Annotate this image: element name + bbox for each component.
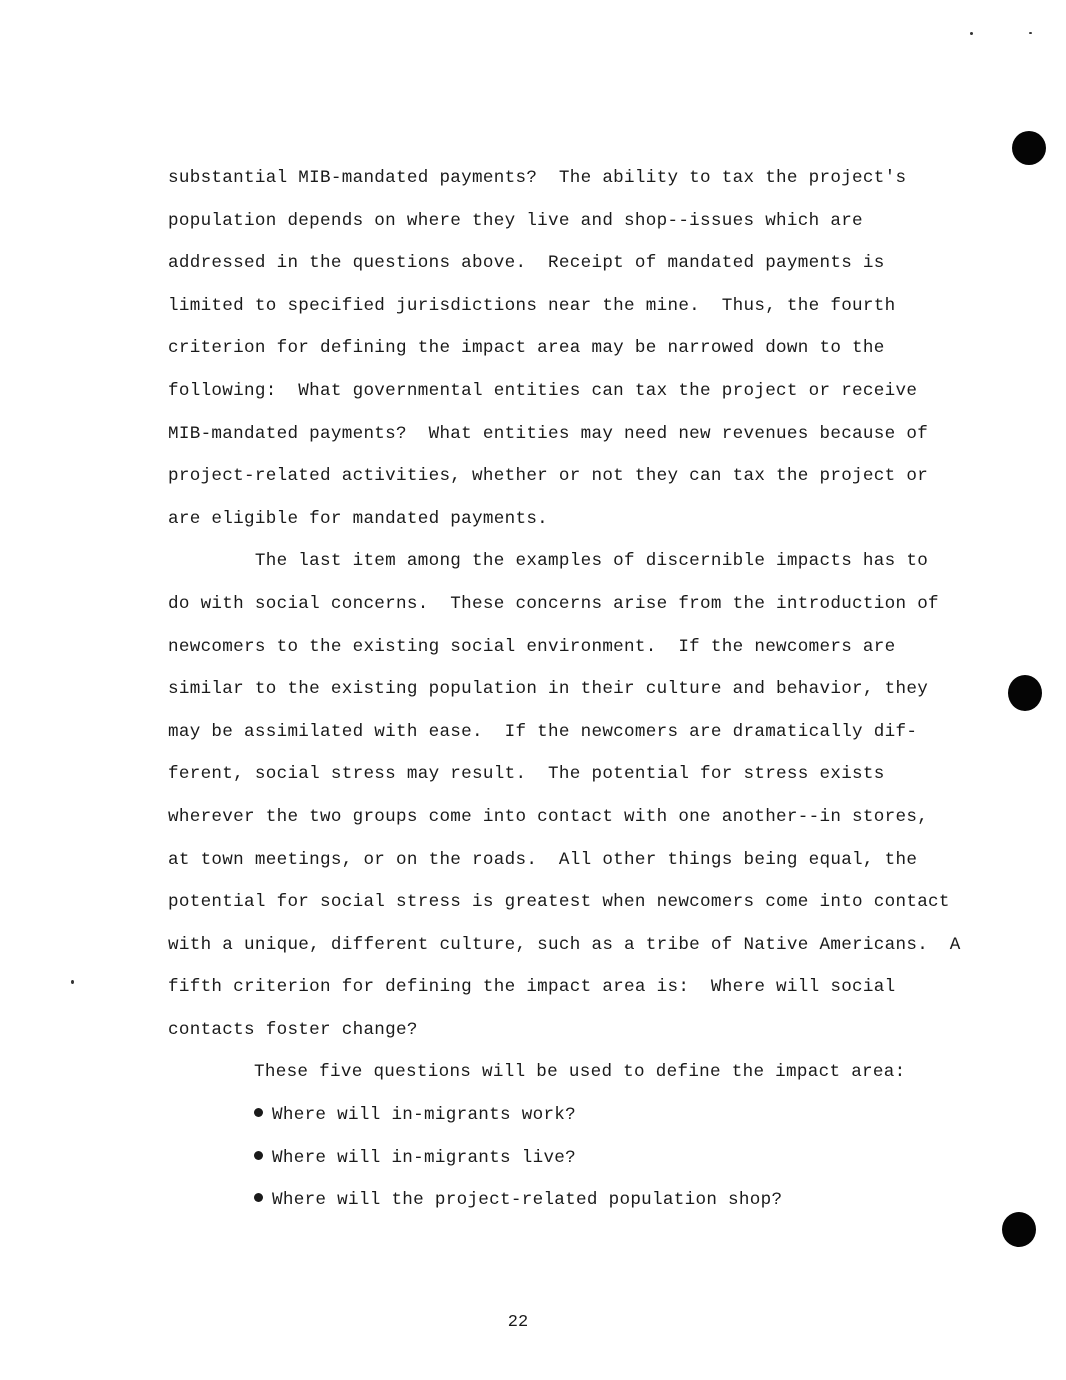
criteria-list [168, 1094, 958, 1222]
punch-hole-bottom [1002, 1212, 1036, 1247]
bullet-icon [254, 1193, 263, 1202]
scan-speck [970, 32, 973, 35]
text-line: may be assimilated with ease. If the newcomers are dramatically dif- [168, 721, 918, 742]
text-line: with a unique, different culture, such as a tribe of Native Americans. A [168, 934, 961, 955]
text-line: project-related activities, whether or not they can tax the project or [168, 466, 929, 487]
text-line: contacts foster change? [168, 1019, 418, 1040]
list-item [254, 1137, 958, 1180]
text-line: similar to the existing population in their culture and behavior, they [168, 679, 929, 700]
list-item-text: Where will the project-related population shop? [272, 1190, 783, 1211]
list-item-text: Where will in-migrants live? [272, 1147, 577, 1168]
text-line: wherever the two groups come into contact with one another--in stores, [168, 806, 929, 827]
text-line: do with social concerns. These concerns arise from the introduction of [168, 593, 939, 614]
text-line: population depends on where they live and shop--issues which are [168, 210, 863, 231]
text-line: addressed in the questions above. Receipt of mandated payments is [168, 253, 885, 274]
bullet-icon [254, 1108, 263, 1117]
scan-speck [71, 980, 74, 984]
text-line: MIB-mandated payments? What entities may need new revenues because of [168, 423, 929, 444]
page-number: 22 [507, 1313, 529, 1332]
text-line: potential for social stress is greatest when newcomers come into contact [168, 892, 950, 913]
text-line: limited to specified jurisdictions near the mine. Thus, the fourth [168, 295, 896, 316]
text-line: ferent, social stress may result. The potential for stress exists [168, 764, 885, 785]
text-line: are eligible for mandated payments. [168, 508, 549, 529]
punch-hole-top [1012, 131, 1046, 165]
list-intro: These five questions will be used to define the impact area: [254, 1062, 906, 1083]
punch-hole-middle [1008, 675, 1042, 711]
body-text [168, 157, 961, 1222]
text-line: newcomers to the existing social environment. If the newcomers are [168, 636, 896, 657]
paragraph-2 [168, 540, 961, 1051]
list-item [254, 1094, 958, 1137]
text-line: fifth criterion for defining the impact area is: Where will social [168, 977, 896, 998]
text-line: criterion for defining the impact area may be narrowed down to the [168, 338, 885, 359]
text-line: The last item among the examples of discernible impacts has to [168, 551, 929, 572]
text-line: at town meetings, or on the roads. All other things being equal, the [168, 849, 918, 870]
scan-speck [1029, 32, 1032, 34]
list-item [254, 1179, 958, 1222]
text-line: following: What governmental entities can tax the project or receive [168, 380, 918, 401]
text-line: substantial MIB-mandated payments? The ability to tax the project's [168, 168, 907, 188]
bullet-icon [254, 1151, 263, 1160]
list-item-text: Where will in-migrants work? [272, 1105, 577, 1126]
paragraph-1 [168, 157, 958, 540]
